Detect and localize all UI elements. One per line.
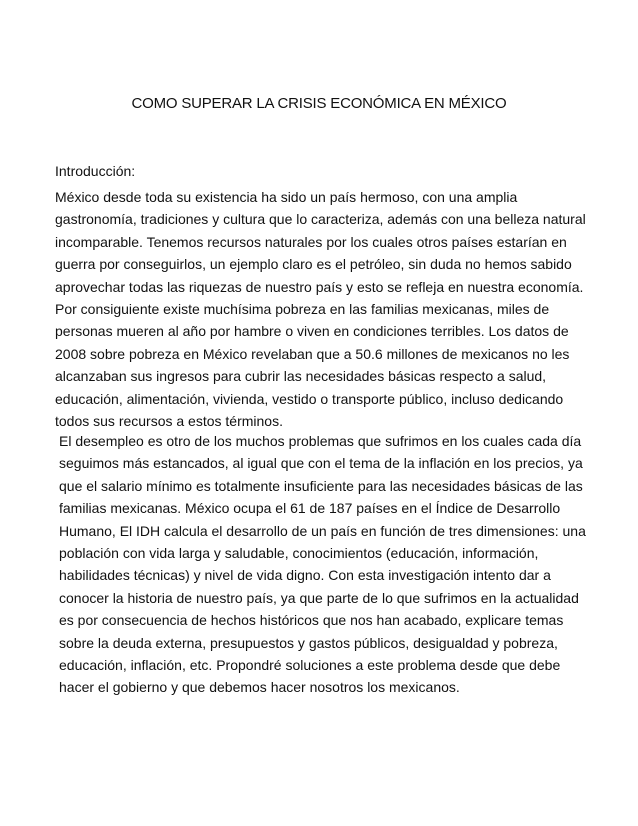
paragraph-line: El desempleo es otro de los muchos problemas que sufrimos en los cuales cada día [59,433,582,449]
paragraph-1 [55,186,595,432]
paragraph-line: hacer el gobierno y que debemos hacer nosotros los mexicanos. [59,679,460,696]
paragraph-line: habilidades técnicas) y nivel de vida digno. Con esta investigación intento dar a [59,567,551,584]
paragraph-line: todos sus recursos a estos términos. [55,413,283,430]
paragraph-line: alcanzaban sus ingresos para cubrir las necesidades básicas respecto a salud, [55,368,547,385]
paragraph-line: gastronomía, tradiciones y cultura que lo caracteriza, además con una belleza natural [55,211,586,228]
paragraph-line: conocer la historia de nuestro país, ya que parte de lo que sufrimos en la actualidad [59,589,579,606]
document-title: COMO SUPERAR LA CRISIS ECONÓMICA EN MÉXICO [131,95,507,112]
paragraph-line: Humano, El IDH calcula el desarrollo de un país en función de tres dimensiones: una [59,522,586,539]
paragraph-line: seguimos más estancados, al igual que con el tema de la inflación en los precios, ya [59,455,583,472]
paragraph-line: aprovechar todas las riquezas de nuestro país y esto se refleja en nuestra economía. [55,278,584,295]
paragraph-line: guerra por conseguirlos, un ejemplo claro es el petróleo, sin duda no hemos sabido [55,256,572,273]
section-heading-introduccion: Introducción: [55,163,136,179]
paragraph-line: Por consiguiente existe muchísima pobreza en las familias mexicanas, miles de [55,301,550,318]
paragraph-line: incomparable. Tenemos recursos naturales por los cuales otros países estarían en [55,233,567,250]
paragraph-line: población con vida larga y saludable, conocimientos (educación, información, [59,545,539,562]
paragraph-line: México desde toda su existencia ha sido un país hermoso, con una amplia [55,189,518,205]
paragraph-line: educación, inflación, etc. Propondré soluciones a este problema desde que debe [59,657,561,674]
paragraph-line: 2008 sobre pobreza en México revelaban que a 50.6 millones de mexicanos no les [55,345,570,362]
paragraph-line: es por consecuencia de hechos históricos que nos han acabado, explicare temas [59,612,564,629]
paragraph-line: sobre la deuda externa, presupuestos y gastos públicos, desigualdad y pobreza, [59,634,558,651]
paragraph-line: que el salario mínimo es totalmente insuficiente para las necesidades básicas de las [59,477,583,494]
paragraph-line: educación, alimentación, vivienda, vestido o transporte público, incluso dedicando [55,390,564,407]
paragraph-2 [55,430,595,699]
paragraph-line: familias mexicanas. México ocupa el 61 de 187 países en el Índice de Desarrollo [59,500,561,517]
paragraph-line: personas mueren al año por hambre o viven en condiciones terribles. Los datos de [55,323,569,340]
